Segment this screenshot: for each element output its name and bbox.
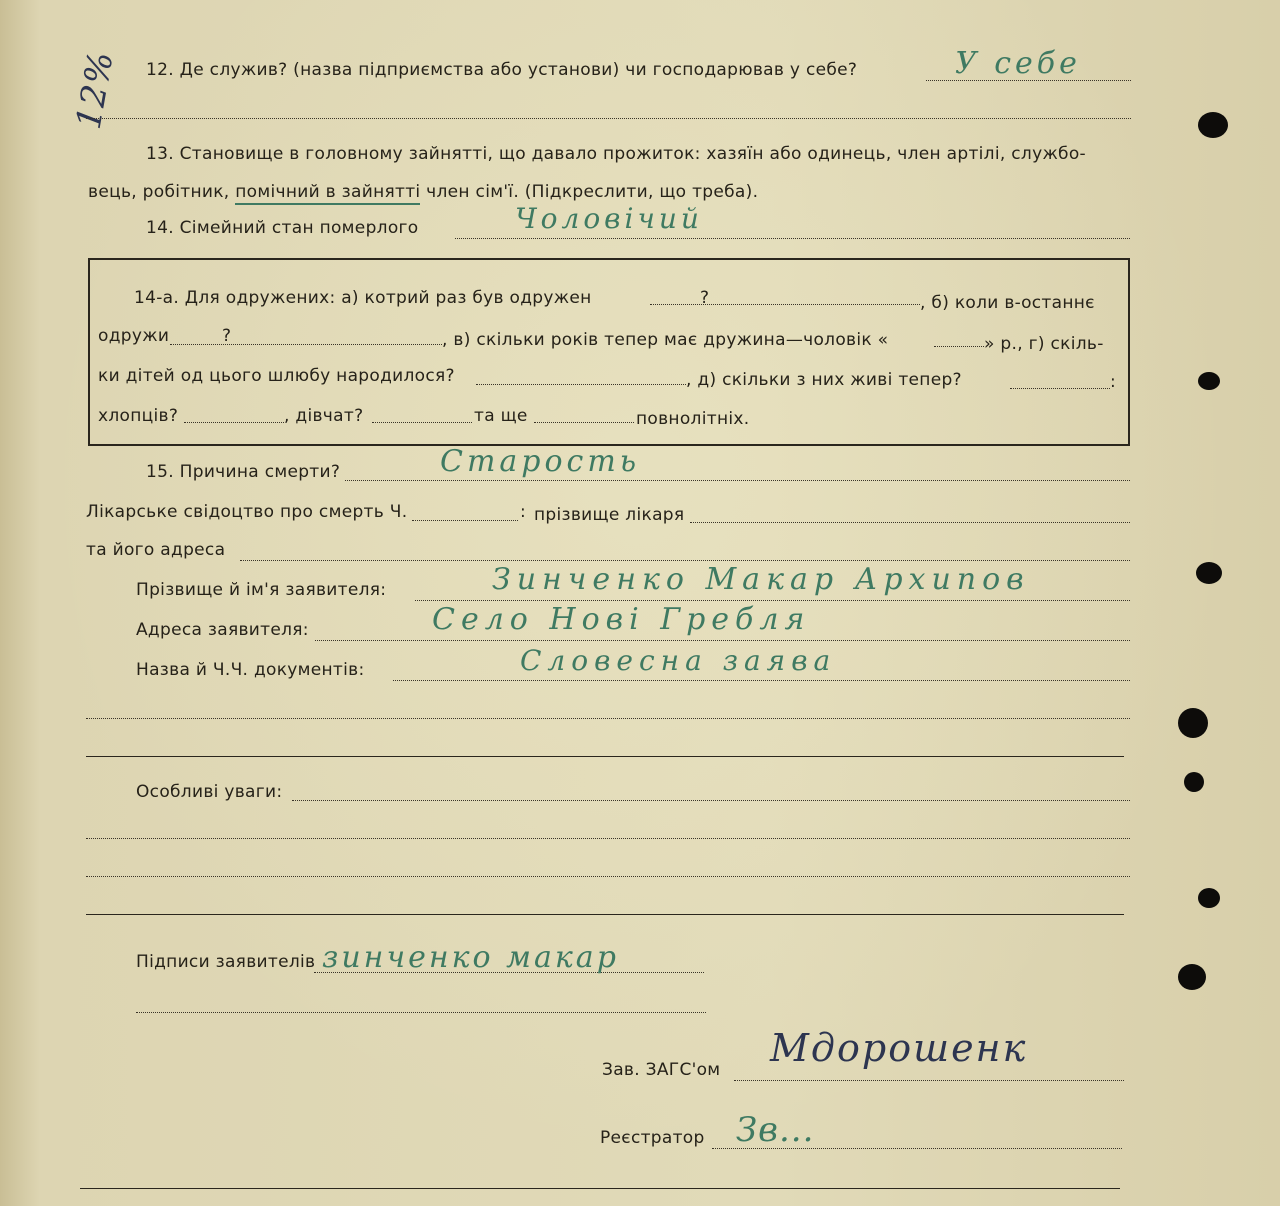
binding-hole [1178,964,1206,990]
q14-answer: Чоловічий [515,202,703,235]
registry-head-signature: Мдорошенк [770,1026,1028,1070]
registry-head-label: Зав. ЗАГС'ом [602,1060,721,1080]
q13-line2-end: член сім'ї. (Підкреслити, що треба). [420,182,759,202]
cert-label: Лікарське свідоцтво про смерть Ч. [86,502,408,522]
applicant-name-line [415,600,1130,601]
applicant-address-line [315,640,1130,641]
section-divider-2 [86,914,1124,915]
q13-line1: 13. Становище в головному зайнятті, що давало прожиток: хазяїн або одинець, член артілі, службо- [146,144,1086,164]
q14a-spouse-age-line [934,346,984,347]
applicant-signature-line-2 [136,1012,706,1013]
q14a-line2-start: одружи [98,326,170,346]
q14a-line2-mid: , в) скільки років тепер має дружина—чоловік « [442,330,889,350]
q13-line2-start: вець, робітник, [88,182,236,202]
binding-hole [1198,372,1220,390]
doctor-surname-label: прізвище лікаря [534,505,685,525]
q12-answer: У себе [955,46,1081,81]
notes-label: Особливі уваги: [136,782,283,802]
doctor-surname-line [690,522,1130,523]
q14-label: 14. Сімейний стан померлого [146,218,419,238]
doctor-address-line [240,560,1130,561]
cert-number-line [412,520,518,521]
q14a-girls-label: , дівчат? [284,406,364,426]
q14a-more-label: та ще [474,406,528,426]
binding-hole [1198,112,1228,138]
section-divider-1 [86,756,1124,757]
documents-extra-line [86,718,1130,719]
q14a-last-married-line [170,344,442,345]
q14a-children-alive-line [1010,388,1110,389]
documents-label: Назва й Ч.Ч. документів: [136,660,365,680]
q14a-girls-line [372,422,472,423]
q14a-children-born-line [476,384,686,385]
q14a-line3-colon: : [1110,372,1117,392]
bottom-rule [80,1188,1120,1189]
notes-line-3 [86,876,1130,877]
q14-answer-line [455,238,1130,239]
q14a-line1-label: 14-а. Для одружених: а) котрий раз був одружен [134,288,592,308]
q12-continuation-line [86,118,1131,119]
q14a-line2-tail: » р., г) скіль- [984,334,1104,354]
q15-label: 15. Причина смерти? [146,462,341,482]
notes-line-1 [292,800,1130,801]
q14a-qmark-2: ? [222,326,232,346]
binding-hole [1178,708,1208,738]
notes-line-2 [86,838,1130,839]
binding-hole [1198,888,1220,908]
q14a-line1-tail: , б) коли в-останнє [920,293,1095,313]
documents-line [393,680,1130,681]
q14a-qmark-1: ? [700,288,710,308]
applicant-address-value: Село Нові Гребля [432,602,811,637]
q14a-line3-mid: , д) скільки з них живі тепер? [686,370,962,390]
doctor-address-label: та його адреса [86,540,226,560]
registry-head-line [734,1080,1124,1081]
binding-hole [1196,562,1222,584]
q15-answer-line [345,480,1130,481]
q15-answer: Старость [440,444,641,479]
q14a-adults-line [534,422,634,423]
registrar-signature: Зв... [736,1110,815,1150]
q14a-boys-line [184,422,284,423]
q14a-adults-label: повнолітніх. [636,409,750,429]
binding-hole [1184,772,1204,792]
q14a-times-married-line [650,304,920,305]
q14a-boys-label: хлопців? [98,406,179,426]
married-section-box [88,258,1130,446]
applicant-signature: зинченко макар [322,940,619,975]
cert-separator: : [520,502,527,522]
margin-note: 12% [68,47,122,133]
q12-label: 12. Де служив? (назва підприємства або установи) чи господарював у себе? [146,60,858,80]
registrar-label: Реєстратор [600,1128,705,1148]
applicant-name-value: Зинченко Макар Архипов [492,562,1030,597]
q14a-line3-start: ки дітей од цього шлюбу народилося? [98,366,455,386]
applicant-address-label: Адреса заявителя: [136,620,309,640]
applicant-name-label: Прізвище й ім'я заявителя: [136,580,387,600]
documents-value: Словесна заява [520,644,837,677]
applicant-signatures-label: Підписи заявителів [136,952,316,972]
q13-underlined-option: помічний в зайнятті [235,182,420,205]
q13-line2 [88,182,758,202]
